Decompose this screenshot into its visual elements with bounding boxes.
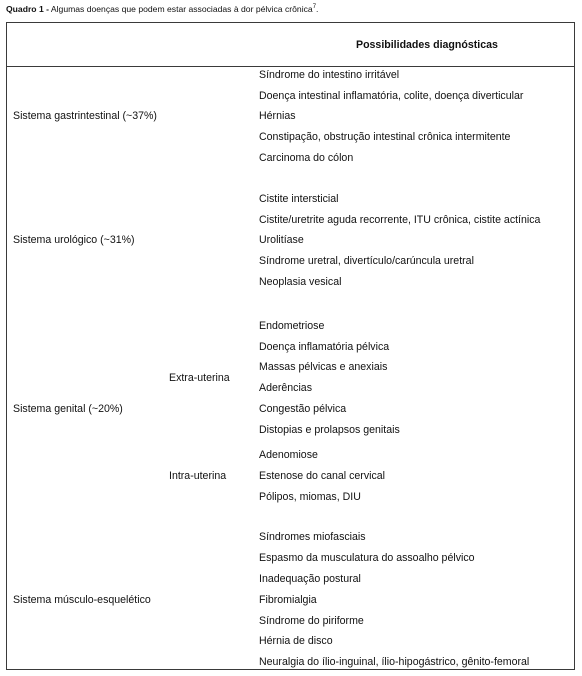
system-urological: Sistema urológico (~31%) [13, 234, 135, 246]
caption-reference: 7 [312, 4, 317, 11]
diagnosis-table [6, 22, 575, 670]
system-musculoskeletal: Sistema músculo-esquelético [13, 594, 151, 606]
diagnosis-item: Adenomiose [259, 449, 318, 461]
column-header: Possibilidades diagnósticas [356, 39, 498, 51]
diagnosis-item: Aderências [259, 382, 312, 394]
header-divider [7, 66, 574, 67]
diagnosis-item: Cistite/uretrite aguda recorrente, ITU crônica, cistite actínica [259, 214, 541, 226]
diagnosis-item: Doença intestinal inflamatória, colite, doença diverticular [259, 90, 524, 102]
system-gastrointestinal: Sistema gastrintestinal (~37%) [13, 110, 157, 122]
subgroup-extra-uterine: Extra-uterina [169, 372, 230, 384]
diagnosis-item: Fibromialgia [259, 594, 317, 606]
diagnosis-item: Congestão pélvica [259, 403, 347, 415]
diagnosis-item: Hérnias [259, 110, 296, 122]
diagnosis-item: Estenose do canal cervical [259, 470, 386, 482]
diagnosis-item: Carcinoma do cólon [259, 152, 354, 164]
diagnosis-item: Neoplasia vesical [259, 276, 342, 288]
table-caption [6, 4, 318, 14]
diagnosis-item: Inadequação postural [259, 573, 361, 585]
diagnosis-item: Endometriose [259, 320, 325, 332]
diagnosis-item: Doença inflamatória pélvica [259, 341, 390, 353]
diagnosis-item: Constipação, obstrução intestinal crônica intermitente [259, 131, 511, 143]
diagnosis-item: Síndrome do intestino irritável [259, 69, 400, 81]
diagnosis-item: Neuralgia do ílio-inguinal, ílio-hipogástrico, gênito-femoral [259, 656, 530, 668]
caption-end: . [316, 4, 319, 14]
diagnosis-item: Síndromes miofasciais [259, 531, 366, 543]
diagnosis-item: Espasmo da musculatura do assoalho pélvico [259, 552, 475, 564]
diagnosis-item: Síndrome uretral, divertículo/carúncula uretral [259, 255, 474, 267]
diagnosis-item: Urolitíase [259, 234, 304, 246]
diagnosis-item: Distopias e prolapsos genitais [259, 424, 400, 436]
diagnosis-item: Massas pélvicas e anexiais [259, 361, 388, 373]
caption-text: Algumas doenças que podem estar associadas à dor pélvica crônica [48, 4, 313, 14]
diagnosis-item: Pólipos, miomas, DIU [259, 491, 361, 503]
system-genital: Sistema genital (~20%) [13, 403, 123, 415]
subgroup-intra-uterine: Intra-uterina [169, 470, 227, 482]
diagnosis-item: Síndrome do piriforme [259, 615, 364, 627]
diagnosis-item: Hérnia de disco [259, 635, 333, 647]
caption-label: Quadro 1 - [6, 4, 49, 14]
diagnosis-item: Cistite intersticial [259, 193, 339, 205]
